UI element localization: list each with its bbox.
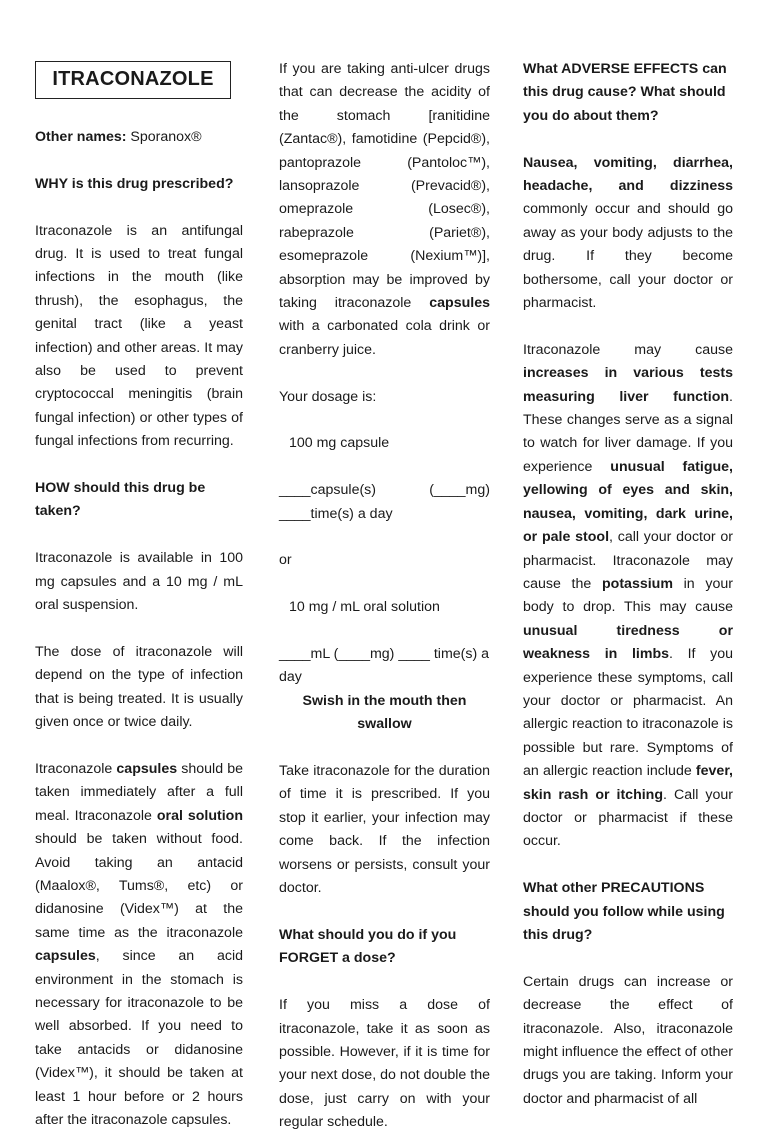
- why-text: Itraconazole is an antifungal drug. It is used to treat fungal infections in the mouth (like thrush), the esophagus, the genital tract (like a yeast infection) and other areas. It may also be used to prevent cryptococcal meningitis (brain fungal infection) or other types of fungal infections from recurring.: [35, 222, 243, 450]
- precautions-heading: What other PRECAUTIONS should you follow while using this drug?: [523, 880, 725, 943]
- solution-label: 10 mg / mL oral solution: [289, 599, 440, 616]
- capsules-instructions: Itraconazole capsules should be taken immediately after a full meal. Itraconazole oral solution should be taken without food. Avoid taking an antacid (Maalox®, Tums®, etc) or didanosine (Videx™) at the same time as the itraconazole capsules, since an acid environment in the stomach is necessary for itraconazole to be well absorbed. If you need to take antacids or didanosine (Videx™), it should be taken at least 1 hour before or 2 hours after the itraconazole capsules.: [35, 760, 243, 1128]
- capsule-dosage-fill: ____capsule(s) (____mg) ____time(s) a day: [279, 482, 490, 522]
- other-names-value: Sporanox®: [130, 129, 202, 145]
- forget-text: If you miss a dose of itraconazole, take it as soon as possible. However, if it is time for your next dose, do not double the dose, just carry on with your regular schedule.: [279, 997, 490, 1131]
- column-3: [523, 58, 733, 1111]
- duration-text: Take itraconazole for the duration of time it is prescribed. If you stop it earlier, your infection may come back. If the infection worsens or persists, consult your doctor.: [279, 763, 490, 897]
- column-2: [279, 58, 490, 1135]
- swish-instruction: Swish in the mouth then swallow: [302, 692, 467, 733]
- capsule-label: 100 mg capsule: [289, 435, 390, 452]
- why-heading: WHY is this drug prescribed?: [35, 175, 234, 192]
- how-heading: HOW should this drug be taken?: [35, 480, 206, 520]
- how-dose-text: The dose of itraconazole will depend on the type of infection that is being treated. It is usually given once or twice daily.: [35, 643, 243, 731]
- how-available-text: Itraconazole is available in 100 mg capsules and a 10 mg / mL oral suspension.: [35, 550, 243, 614]
- other-names: [35, 126, 243, 149]
- liver-text: Itraconazole may cause increases in various tests measuring liver function. These changes serve as a signal to watch for liver damage. If you experience unusual fatigue, yellowing of eyes and skin, nausea, vomiting, dark urine, or pale stool, call your doctor or pharmacist. Itraconazole may cause the potassium in your body to drop. This may cause unusual tiredness or weakness in limbs. If you experience these symptoms, call your doctor or pharmacist. An allergic reaction to itraconazole is possible but rare. Symptoms of an allergic reaction include fever, skin rash or itching. Call your doctor or pharmacist if these occur.: [523, 341, 734, 850]
- title-box: [35, 61, 231, 99]
- dosage-label: Your dosage is:: [279, 388, 377, 405]
- adverse-heading: What ADVERSE EFFECTS can this drug cause? What should you do about them?: [523, 61, 727, 124]
- nausea-text: Nausea, vomiting, diarrhea, headache, and dizziness commonly occur and should go away as your body adjusts to the drug. If they become bothersome, call your doctor or pharmacist.: [523, 154, 733, 312]
- or-text: or: [279, 552, 292, 569]
- column-1: [35, 58, 243, 1132]
- forget-heading: What should you do if you FORGET a dose?: [279, 926, 457, 967]
- page-title: ITRACONAZOLE: [52, 68, 214, 91]
- precautions-text: Certain drugs can increase or decrease the effect of itraconazole. Also, itraconazole might influence the effect of other drugs you are taking. Inform your doctor and pharmacist of all: [523, 973, 733, 1107]
- antiulcer-text: If you are taking anti-ulcer drugs that can decrease the acidity of the stomach [ranitidine (Zantac®), famotidine (Pepcid®), pantoprazole (Pantoloc™), lansoprazole (Prevacid®), omeprazole (Losec®), rabeprazole (Pariet®), esomeprazole (Nexium™)], absorption may be improved by taking itraconazole capsules with a carbonated cola drink or cranberry juice.: [279, 61, 490, 358]
- solution-dosage-fill: ____mL (____mg) ____ time(s) a day: [279, 646, 490, 686]
- other-names-label: Other names:: [35, 129, 127, 145]
